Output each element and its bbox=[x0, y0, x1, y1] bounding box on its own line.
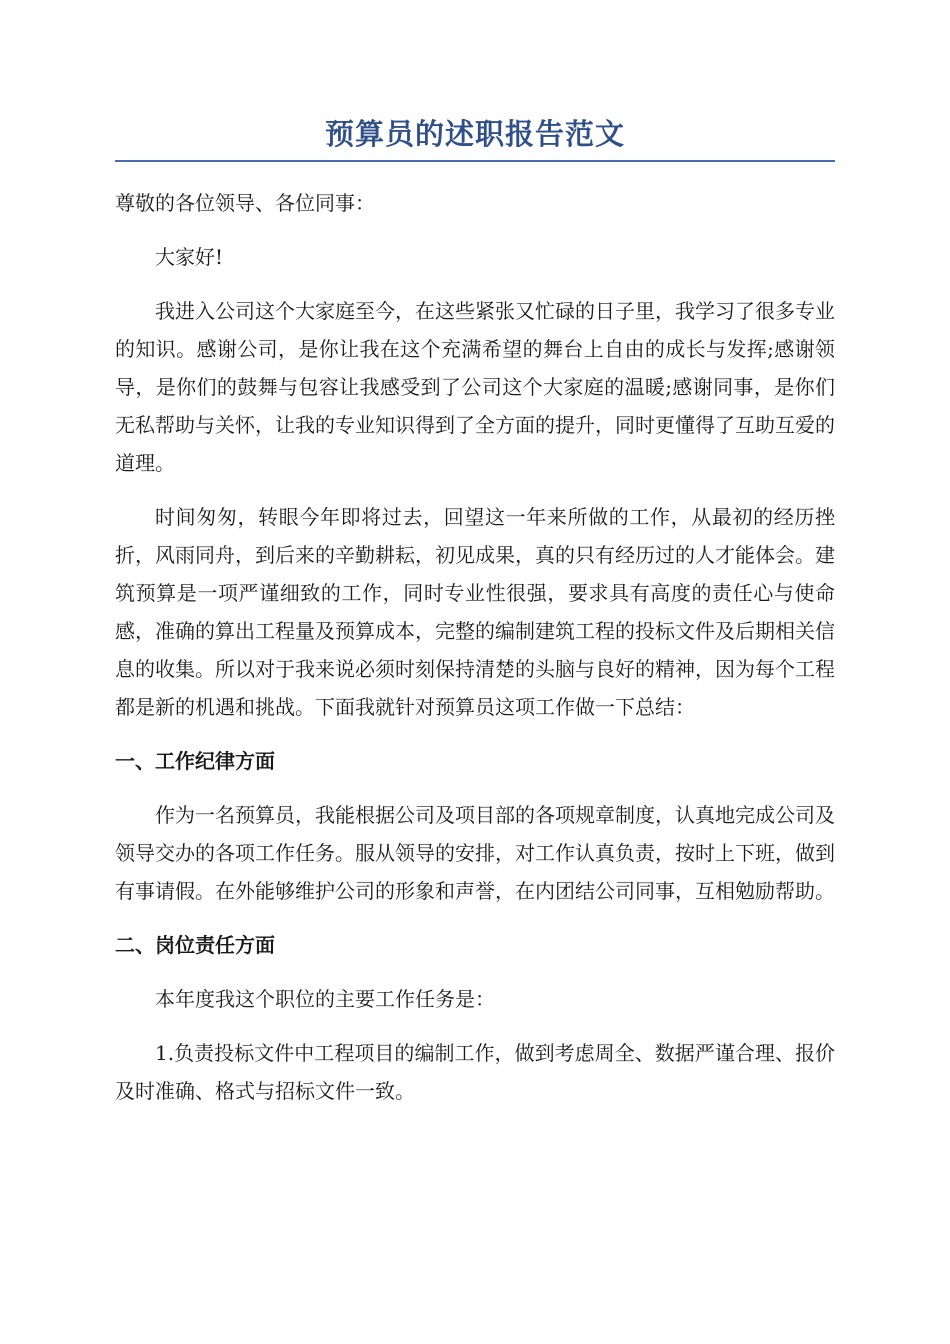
document-title: 预算员的述职报告范文 bbox=[115, 112, 835, 162]
discipline-paragraph: 作为一名预算员，我能根据公司及项目部的各项规章制度，认真地完成公司及领导交办的各项工作任务。服从领导的安排，对工作认真负责，按时上下班，做到有事请假。在外能够维护公司的形象和声誉，在内团结公司同事，互相勉励帮助。 bbox=[115, 803, 835, 903]
duties-intro-paragraph: 本年度我这个职位的主要工作任务是： bbox=[155, 987, 495, 1011]
intro-paragraph: 我进入公司这个大家庭至今，在这些紧张又忙碌的日子里，我学习了很多专业的知识。感谢公司，是你让我在这个充满希望的舞台上自由的成长与发挥;感谢领导，是你们的鼓舞与包容让我感受到了公司这个大家庭的温暖;感谢同事，是你们无私帮助与关怀，让我的专业知识得到了全方面的提升，同时更懂得了互助互爱的道理。 bbox=[115, 299, 835, 475]
document-page bbox=[115, 100, 835, 1110]
duty-item-1: 1.负责投标文件中工程项目的编制工作，做到考虑周全、数据严谨合理、报价及时准确、格式与招标文件一致。 bbox=[115, 1041, 835, 1103]
review-paragraph: 时间匆匆，转眼今年即将过去，回望这一年来所做的工作，从最初的经历挫折，风雨同舟，到后来的辛勤耕耘，初见成果，真的只有经历过的人才能体会。建筑预算是一项严谨细致的工作，同时专业性很强，要求具有高度的责任心与使命感，准确的算出工程量及预算成本，完整的编制建筑工程的投标文件及后期相关信息的收集。所以对于我来说必须时刻保持清楚的头脑与良好的精神，因为每个工程都是新的机遇和挑战。下面我就针对预算员这项工作做一下总结： bbox=[115, 505, 835, 719]
greeting: 大家好! bbox=[155, 245, 224, 269]
section-heading-duties: 二、岗位责任方面 bbox=[115, 933, 275, 957]
salutation: 尊敬的各位领导、各位同事： bbox=[115, 191, 375, 215]
section-heading-discipline: 一、工作纪律方面 bbox=[115, 749, 275, 773]
